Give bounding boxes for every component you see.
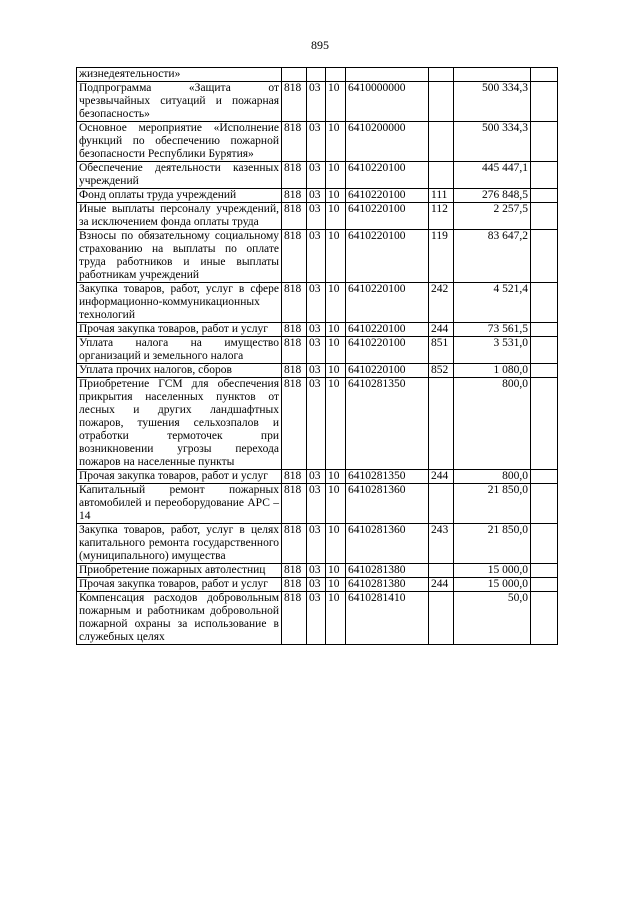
row-expense-type [429,162,454,189]
row-target-article: 6410220100 [346,162,429,189]
table-row [77,364,558,378]
row-target-article: 6410220100 [346,283,429,323]
row-gr-code: 818 [282,230,307,283]
row-subsection-code: 10 [326,337,346,364]
table-row [77,189,558,203]
page-number: 895 [311,38,329,52]
row-extra [531,524,558,564]
row-sum [454,68,531,82]
row-target-article: 6410000000 [346,82,429,122]
row-gr-code: 818 [282,578,307,592]
row-sum: 3 531,0 [454,337,531,364]
row-name: жизнедеятельности» [77,68,282,82]
row-expense-type [429,564,454,578]
row-expense-type: 852 [429,364,454,378]
row-gr-code: 818 [282,162,307,189]
row-section-code: 03 [307,82,326,122]
row-name: Уплата прочих налогов, сборов [77,364,282,378]
row-gr-code: 818 [282,378,307,470]
table-row [77,337,558,364]
row-section-code: 03 [307,162,326,189]
row-section-code: 03 [307,323,326,337]
row-sum: 21 850,0 [454,524,531,564]
row-section-code: 03 [307,524,326,564]
row-extra [531,68,558,82]
row-target-article: 6410281360 [346,484,429,524]
row-name: Прочая закупка товаров, работ и услуг [77,470,282,484]
row-name: Приобретение пожарных автолестниц [77,564,282,578]
row-expense-type: 851 [429,337,454,364]
row-target-article: 6410281380 [346,564,429,578]
row-target-article: 6410220100 [346,337,429,364]
row-subsection-code: 10 [326,283,346,323]
row-name: Обеспечение деятельности казенных учреждений [77,162,282,189]
table-row [77,82,558,122]
row-section-code: 03 [307,578,326,592]
row-extra [531,82,558,122]
row-sum: 2 257,5 [454,203,531,230]
table-row [77,524,558,564]
row-name: Капитальный ремонт пожарных автомобилей и переоборудование АРС – 14 [77,484,282,524]
row-subsection-code: 10 [326,524,346,564]
row-subsection-code: 10 [326,189,346,203]
row-target-article: 6410281360 [346,524,429,564]
row-gr-code: 818 [282,364,307,378]
table-row [77,162,558,189]
row-subsection-code: 10 [326,162,346,189]
row-section-code: 03 [307,364,326,378]
row-extra [531,189,558,203]
row-expense-type: 112 [429,203,454,230]
row-sum: 1 080,0 [454,364,531,378]
row-name: Взносы по обязательному социальному страхованию на выплаты по оплате труда работников и иные выплаты работникам учреждений [77,230,282,283]
row-subsection-code: 10 [326,364,346,378]
row-expense-type: 244 [429,470,454,484]
table-row [77,68,558,82]
row-section-code [307,68,326,82]
row-expense-type: 119 [429,230,454,283]
row-sum: 21 850,0 [454,484,531,524]
row-gr-code: 818 [282,470,307,484]
row-name: Подпрограмма «Защита от чрезвычайных ситуаций и пожарная безопасность» [77,82,282,122]
row-subsection-code: 10 [326,378,346,470]
row-gr-code: 818 [282,337,307,364]
row-name: Закупка товаров, работ, услуг в сфере информационно-коммуникационных технологий [77,283,282,323]
row-extra [531,122,558,162]
row-name: Основное мероприятие «Исполнение функций по обеспечению пожарной безопасности Республики Бурятия» [77,122,282,162]
row-subsection-code [326,68,346,82]
row-target-article: 6410220100 [346,364,429,378]
row-name: Закупка товаров, работ, услуг в целях капитального ремонта государственного (муниципального) имущества [77,524,282,564]
row-subsection-code: 10 [326,230,346,283]
row-sum: 500 334,3 [454,122,531,162]
row-section-code: 03 [307,564,326,578]
row-extra [531,283,558,323]
row-section-code: 03 [307,337,326,364]
row-subsection-code: 10 [326,564,346,578]
row-extra [531,378,558,470]
row-target-article: 6410200000 [346,122,429,162]
table-row [77,323,558,337]
row-sum: 4 521,4 [454,283,531,323]
row-subsection-code: 10 [326,578,346,592]
row-expense-type [429,592,454,645]
row-expense-type: 244 [429,323,454,337]
budget-table-body [77,68,558,645]
row-section-code: 03 [307,378,326,470]
row-expense-type [429,82,454,122]
row-section-code: 03 [307,484,326,524]
table-row [77,564,558,578]
row-extra [531,337,558,364]
row-gr-code: 818 [282,203,307,230]
row-gr-code: 818 [282,189,307,203]
row-section-code: 03 [307,122,326,162]
row-target-article: 6410220100 [346,189,429,203]
row-section-code: 03 [307,230,326,283]
row-subsection-code: 10 [326,203,346,230]
row-name: Фонд оплаты труда учреждений [77,189,282,203]
row-target-article: 6410281380 [346,578,429,592]
row-extra [531,162,558,189]
table-row [77,470,558,484]
row-sum: 445 447,1 [454,162,531,189]
row-subsection-code: 10 [326,470,346,484]
row-subsection-code: 10 [326,323,346,337]
row-section-code: 03 [307,592,326,645]
row-extra [531,230,558,283]
row-gr-code: 818 [282,283,307,323]
row-sum: 500 334,3 [454,82,531,122]
row-section-code: 03 [307,203,326,230]
row-name: Прочая закупка товаров, работ и услуг [77,578,282,592]
row-target-article: 6410220100 [346,230,429,283]
row-gr-code [282,68,307,82]
row-target-article [346,68,429,82]
row-target-article: 6410281410 [346,592,429,645]
table-row [77,592,558,645]
row-name: Иные выплаты персоналу учреждений, за исключением фонда оплаты труда [77,203,282,230]
row-name: Приобретение ГСМ для обеспечения прикрытия населенных пунктов от лесных и других ландшафтных пожаров, тушения сельхозпалов и отработки термоточек при возникновении угрозы перехода пожаров на населенные пункты [77,378,282,470]
row-section-code: 03 [307,189,326,203]
row-gr-code: 818 [282,592,307,645]
row-extra [531,578,558,592]
row-sum: 800,0 [454,378,531,470]
row-name: Компенсация расходов добровольным пожарным и работникам добровольной пожарной охраны за использование в служебных целях [77,592,282,645]
row-subsection-code: 10 [326,82,346,122]
table-row [77,203,558,230]
row-sum: 15 000,0 [454,564,531,578]
table-row [77,283,558,323]
row-target-article: 6410281350 [346,470,429,484]
row-subsection-code: 10 [326,122,346,162]
row-sum: 15 000,0 [454,578,531,592]
row-target-article: 6410220100 [346,203,429,230]
row-gr-code: 818 [282,82,307,122]
row-sum: 276 848,5 [454,189,531,203]
row-expense-type [429,484,454,524]
budget-table [76,67,558,645]
row-expense-type: 111 [429,189,454,203]
row-extra [531,470,558,484]
row-sum: 83 647,2 [454,230,531,283]
row-extra [531,564,558,578]
row-gr-code: 818 [282,323,307,337]
row-extra [531,364,558,378]
row-subsection-code: 10 [326,592,346,645]
row-extra [531,592,558,645]
row-extra [531,203,558,230]
row-gr-code: 818 [282,484,307,524]
row-sum: 800,0 [454,470,531,484]
row-name: Прочая закупка товаров, работ и услуг [77,323,282,337]
row-section-code: 03 [307,283,326,323]
table-row [77,122,558,162]
row-sum: 73 561,5 [454,323,531,337]
row-expense-type: 243 [429,524,454,564]
table-row [77,230,558,283]
row-target-article: 6410220100 [346,323,429,337]
row-target-article: 6410281350 [346,378,429,470]
row-expense-type: 244 [429,578,454,592]
row-gr-code: 818 [282,564,307,578]
row-sum: 50,0 [454,592,531,645]
row-gr-code: 818 [282,524,307,564]
table-row [77,378,558,470]
row-name: Уплата налога на имущество организаций и земельного налога [77,337,282,364]
row-section-code: 03 [307,470,326,484]
row-expense-type [429,378,454,470]
row-expense-type [429,68,454,82]
row-subsection-code: 10 [326,484,346,524]
row-expense-type: 242 [429,283,454,323]
row-expense-type [429,122,454,162]
row-extra [531,323,558,337]
row-gr-code: 818 [282,122,307,162]
row-extra [531,484,558,524]
table-row [77,578,558,592]
table-row [77,484,558,524]
